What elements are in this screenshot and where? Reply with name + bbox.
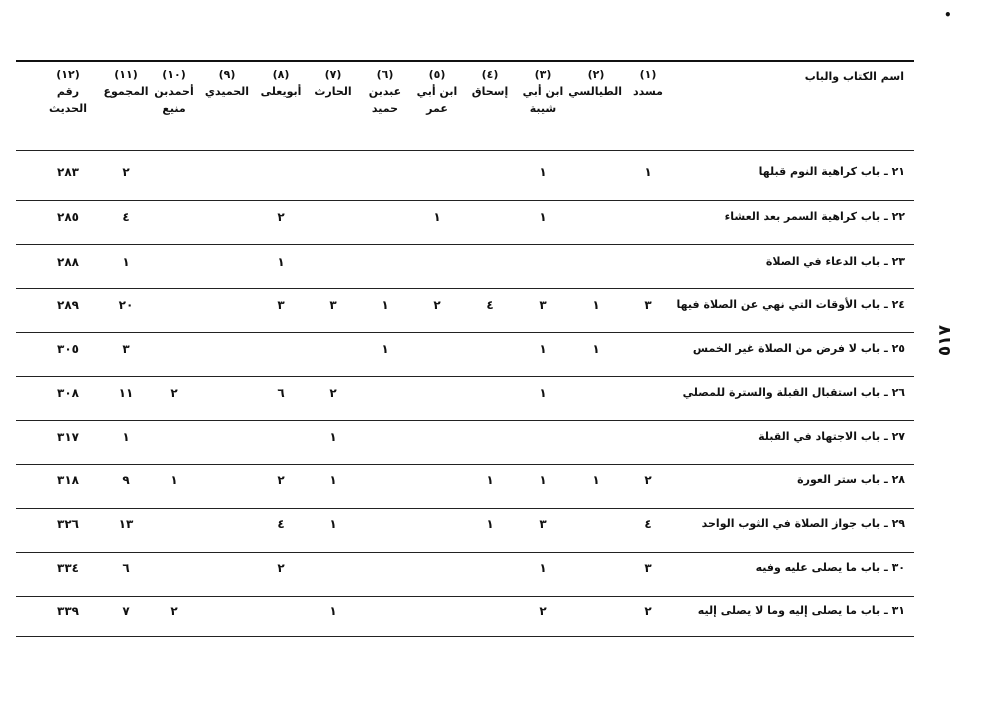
table-cell: ٣ (329, 298, 337, 312)
table-cell: ٣١٨ (57, 473, 79, 487)
table-cell: ١ (539, 165, 547, 179)
column-number: (٤) (481, 68, 499, 81)
column-number: (١) (639, 68, 657, 81)
table-cell: ٦ (122, 561, 130, 575)
column-label: الحارث (314, 85, 352, 98)
table-cell: ٣ (277, 298, 285, 312)
row-title: ٢٥ ـ باب لا فرض من الصلاة غير الخمس (692, 342, 905, 355)
row-divider (16, 636, 914, 637)
row-title: ٢٩ ـ باب جواز الصلاة في الثوب الواحد (701, 517, 905, 530)
table-cell: ٣ (539, 517, 547, 531)
table-cell: ٢٠ (118, 298, 134, 312)
table-cell: ٦ (277, 386, 285, 400)
table-cell: ١ (381, 298, 389, 312)
column-number: (١١) (114, 68, 138, 81)
table-cell: ٩ (122, 473, 130, 487)
row-title: ٢٤ ـ باب الأوقات التي نهي عن الصلاة فيها (676, 298, 905, 311)
column-number: (٥) (428, 68, 446, 81)
table-cell: ٣٣٤ (57, 561, 79, 575)
table-cell: ٢٨٨ (57, 255, 79, 269)
table-cell: ٣٠٥ (57, 342, 79, 356)
column-header (411, 66, 463, 117)
row-divider (16, 376, 914, 377)
row-divider (16, 200, 914, 201)
table-cell: ٣٣٩ (57, 604, 79, 618)
row-divider (16, 420, 914, 421)
table-cell: ٧ (122, 604, 130, 618)
column-label: إسحاق (471, 85, 509, 98)
table-cell: ١ (592, 473, 600, 487)
table-cell: ٤ (644, 517, 652, 531)
table-cell: ٢ (277, 210, 285, 224)
table-cell: ٢ (433, 298, 441, 312)
table-cell: ١ (539, 342, 547, 356)
column-header (100, 66, 152, 100)
column-header (570, 66, 622, 100)
column-label: المجموع (103, 85, 149, 98)
column-number: (٧) (324, 68, 342, 81)
table-cell: ٢ (170, 386, 178, 400)
column-number: (٢) (587, 68, 605, 81)
row-title: ٢١ ـ باب كراهية النوم قبلها (758, 165, 905, 178)
table-cell: ٢ (329, 386, 337, 400)
table-cell: ٢٨٣ (57, 165, 79, 179)
column-number: (٩) (218, 68, 236, 81)
table-cell: ١ (122, 430, 130, 444)
table-cell: ١ (539, 386, 547, 400)
table-cell: ٣١٧ (57, 430, 79, 444)
table-cell: ٣ (539, 298, 547, 312)
table-cell: ٢ (122, 165, 130, 179)
table-cell: ١ (170, 473, 178, 487)
table-cell: ١٣ (118, 517, 134, 531)
table-cell: ٣ (644, 298, 652, 312)
table-cell: ١ (539, 210, 547, 224)
column-header (148, 66, 200, 117)
column-label: ابن أبي شيبة (522, 85, 564, 115)
table-cell: ٢٨٩ (57, 298, 79, 312)
table-cell: ٣٢٦ (57, 517, 79, 531)
row-divider (16, 288, 914, 289)
table-cell: ١ (329, 604, 337, 618)
row-divider (16, 332, 914, 333)
column-header (201, 66, 253, 100)
column-header (464, 66, 516, 100)
row-title: ٢٨ ـ باب ستر العورة (797, 473, 905, 486)
corner-mark: • (944, 8, 952, 22)
table-cell: ٣ (122, 342, 130, 356)
row-divider (16, 596, 914, 597)
column-header (307, 66, 359, 100)
table-cell: ١ (486, 473, 494, 487)
table-cell: ٢ (170, 604, 178, 618)
table-cell: ١ (433, 210, 441, 224)
page-number: ٥١٧ (935, 325, 955, 357)
table-cell: ٤ (122, 210, 130, 224)
table-cell: ١ (277, 255, 285, 269)
column-number: (٣) (534, 68, 552, 81)
table-cell: ١١ (118, 386, 134, 400)
table-cell: ١ (592, 342, 600, 356)
table-cell: ١ (329, 517, 337, 531)
table-cell: ٣ (644, 561, 652, 575)
column-label: مسدد (632, 85, 663, 98)
column-label: أبويعلى (260, 85, 302, 98)
row-title: ٣١ ـ باب ما يصلى إليه وما لا يصلى إليه (697, 604, 905, 617)
column-label: عبدبن حميد (368, 85, 402, 115)
table-cell: ١ (122, 255, 130, 269)
column-number: (٦) (376, 68, 394, 81)
column-label: الطيالسي (568, 85, 622, 98)
table-cell: ٢ (539, 604, 547, 618)
row-title: ٣٠ ـ باب ما يصلى عليه وفيه (755, 561, 905, 574)
header-rule (16, 150, 914, 151)
table-cell: ٣٠٨ (57, 386, 79, 400)
row-title: ٢٢ ـ باب كراهية السمر بعد العشاء (724, 210, 905, 223)
column-header (42, 66, 94, 117)
column-number: (١٠) (162, 68, 186, 81)
table-cell: ٢ (277, 473, 285, 487)
table-cell: ٢٨٥ (57, 210, 79, 224)
row-divider (16, 508, 914, 509)
column-header (359, 66, 411, 117)
top-rule (16, 60, 914, 62)
column-number: (١٢) (56, 68, 80, 81)
header-title: اسم الكتاب والباب (804, 70, 904, 83)
column-label: رقم الحديث (49, 85, 87, 115)
column-label: ابن أبي عمر (416, 85, 458, 115)
table-cell: ١ (539, 561, 547, 575)
table-cell: ١ (644, 165, 652, 179)
table-cell: ١ (486, 517, 494, 531)
row-divider (16, 464, 914, 465)
column-label: أحمدبن منيع (154, 85, 194, 115)
column-header (517, 66, 569, 117)
table-cell: ٢ (644, 473, 652, 487)
table-cell: ٢ (277, 561, 285, 575)
table-cell: ١ (592, 298, 600, 312)
row-title: ٢٧ ـ باب الاجتهاد في القبلة (758, 430, 905, 443)
column-header (622, 66, 674, 100)
table-cell: ١ (539, 473, 547, 487)
table-cell: ٤ (277, 517, 285, 531)
table-cell: ١ (329, 473, 337, 487)
table-cell: ١ (329, 430, 337, 444)
table-cell: ٤ (486, 298, 494, 312)
row-divider (16, 244, 914, 245)
row-title: ٢٣ ـ باب الدعاء في الصلاة (765, 255, 905, 268)
table-cell: ٢ (644, 604, 652, 618)
column-label: الحميدي (204, 85, 250, 98)
column-header (255, 66, 307, 100)
table-cell: ١ (381, 342, 389, 356)
row-divider (16, 552, 914, 553)
row-title: ٢٦ ـ باب استقبال القبلة والسترة للمصلي (682, 386, 905, 399)
column-number: (٨) (272, 68, 290, 81)
